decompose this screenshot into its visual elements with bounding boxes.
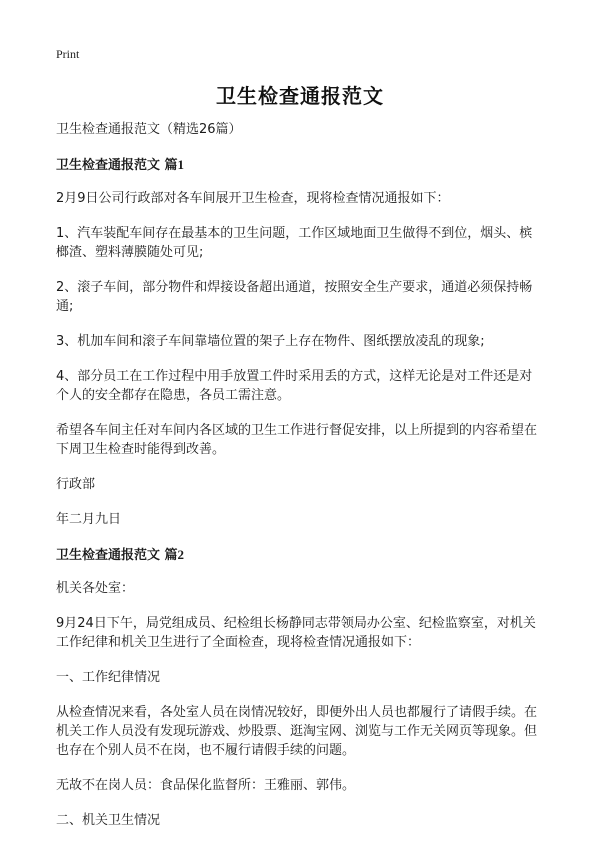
article-heading-text: 卫生检查通报范文 bbox=[56, 158, 165, 173]
signature: 行政部 bbox=[56, 477, 96, 492]
paragraph: 9月24日下午，局党组成员、纪检组长杨静同志带领局办公室、纪检监察室，对机关工作纪律和机关卫生进行了全面检查，现将检查情况通报如下： bbox=[56, 616, 536, 650]
article-heading bbox=[56, 155, 542, 175]
section-heading: 二、机关卫生情况 bbox=[56, 813, 161, 828]
paragraph: 3、机加车间和滚子车间靠墙位置的架子上存在物件、图纸摆放凌乱的现象; bbox=[56, 334, 485, 349]
section-heading: 一、工作纪律情况 bbox=[56, 670, 161, 685]
date-line: 年二月九日 bbox=[56, 512, 122, 527]
paragraph: 1、汽车装配车间存在最基本的卫生问题，工作区域地面卫生做得不到位，烟头、槟榔渣、塑料薄膜随处可见; bbox=[56, 226, 533, 260]
article-1 bbox=[56, 155, 542, 529]
paragraph: 2、滚子车间，部分物件和焊接设备超出通道，按照安全生产要求，通道必须保持畅通; bbox=[56, 280, 533, 314]
paragraph: 4、部分员工在工作过程中用手放置工件时采用丢的方式，这样无论是对工件还是对个人的安全都存在隐患，各员工需注意。 bbox=[56, 369, 533, 403]
document-title: 卫生检查通报范文 bbox=[216, 84, 384, 108]
paragraph: 2月9日公司行政部对各车间展开卫生检查，现将检查情况通报如下： bbox=[56, 191, 450, 206]
article-heading-number: 篇2 bbox=[164, 547, 185, 562]
paragraph: 无故不在岗人员：食品保化监督所：王雅丽、郭伟。 bbox=[56, 778, 356, 793]
document-body bbox=[56, 120, 542, 846]
paragraph: 希望各车间主任对车间内各区域的卫生工作进行督促安排，以上所提到的内容希望在下周卫生检查时能得到改善。 bbox=[56, 423, 538, 457]
print-label: Print bbox=[56, 47, 80, 61]
paragraph: 从检查情况来看，各处室人员在岗情况较好，即便外出人员也都履行了请假手续。在机关工作人员没有发现玩游戏、炒股票、逛淘宝网、浏览与工作无关网页等现象。但也存在个别人员不在岗，也不履行请假手续的问题。 bbox=[56, 705, 538, 758]
article-2 bbox=[56, 545, 542, 830]
article-heading-number: 篇1 bbox=[164, 157, 185, 172]
paragraph: 机关各处室： bbox=[56, 581, 135, 596]
document-subtitle: 卫生检查通报范文（精选26篇） bbox=[56, 122, 242, 137]
article-heading bbox=[56, 545, 542, 565]
article-heading-text: 卫生检查通报范文 bbox=[56, 548, 165, 563]
